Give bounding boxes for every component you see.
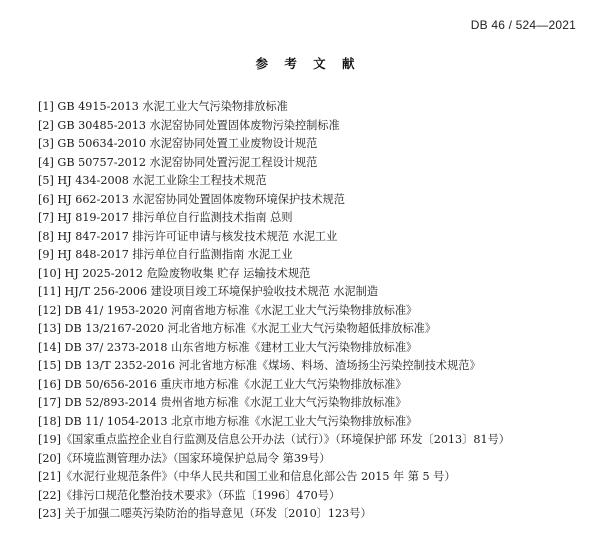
reference-item: [16] DB 50/656-2016 重庆市地方标准《水泥工业大气污染物排放标准》 <box>38 377 407 391</box>
reference-item: [20]《环境监测管理办法》（国家环境保护总局令 第39号） <box>38 451 331 465</box>
reference-item: [7] HJ 819-2017 排污单位自行监测技术指南 总则 <box>38 211 293 224</box>
reference-item: [2] GB 30485-2013 水泥窑协同处置固体废物污染控制标准 <box>38 118 340 132</box>
reference-item: [18] DB 11/ 1054-2013 北京市地方标准《水泥工业大气污染物排放标准》 <box>38 414 418 428</box>
reference-item: [17] DB 52/893-2014 贵州省地方标准《水泥工业大气污染物排放标准》 <box>38 396 407 409</box>
reference-item: [19]《国家重点监控企业自行监测及信息公开办法（试行）》（环境保护部 环发〔2013〕81号） <box>38 433 510 446</box>
reference-item: [4] GB 50757-2012 水泥窑协同处置污泥工程设计规范 <box>38 155 318 169</box>
reference-item: [1] GB 4915-2013 水泥工业大气污染物排放标准 <box>38 100 288 113</box>
reference-item: [3] GB 50634-2010 水泥窑协同处置工业废物设计规范 <box>38 137 318 150</box>
reference-item: [9] HJ 848-2017 排污单位自行监测指南 水泥工业 <box>38 248 293 261</box>
reference-item: [14] DB 37/ 2373-2018 山东省地方标准《建材工业大气污染物排放标准》 <box>38 340 418 354</box>
reference-item: [21]《水泥行业规范条件》（中华人民共和国工业和信息化部公告 2015 年 第 5 号） <box>38 470 456 483</box>
reference-item: [8] HJ 847-2017 排污许可证申请与核发技术规范 水泥工业 <box>38 229 338 243</box>
reference-item: [6] HJ 662-2013 水泥窑协同处置固体废物环境保护技术规范 <box>38 192 345 206</box>
reference-item: [11] HJ/T 256-2006 建设项目竣工环境保护验收技术规范 水泥制造 <box>38 285 379 298</box>
document-code: DB 46 / 524—2021 <box>470 18 576 32</box>
reference-list <box>38 98 596 524</box>
reference-item: [10] HJ 2025-2012 危险废物收集 贮存 运输技术规范 <box>38 266 311 280</box>
section-title: 参 考 文 献 <box>255 56 361 71</box>
reference-item: [22]《排污口规范化整治技术要求》（环监〔1996〕470号） <box>38 488 341 502</box>
reference-item: [23] 关于加强二噁英污染防治的指导意见（环发〔2010〕123号） <box>38 507 372 520</box>
reference-item: [12] DB 41/ 1953-2020 河南省地方标准《水泥工业大气污染物排放标准》 <box>38 303 418 317</box>
reference-item: [13] DB 13/2167-2020 河北省地方标准《水泥工业大气污染物超低排放标准》 <box>38 322 437 335</box>
reference-item: [15] DB 13/T 2352-2016 河北省地方标准《煤场、料场、渣场扬尘污染控制技术规范》 <box>38 359 481 372</box>
reference-item: [5] HJ 434-2008 水泥工业除尘工程技术规范 <box>38 174 267 187</box>
